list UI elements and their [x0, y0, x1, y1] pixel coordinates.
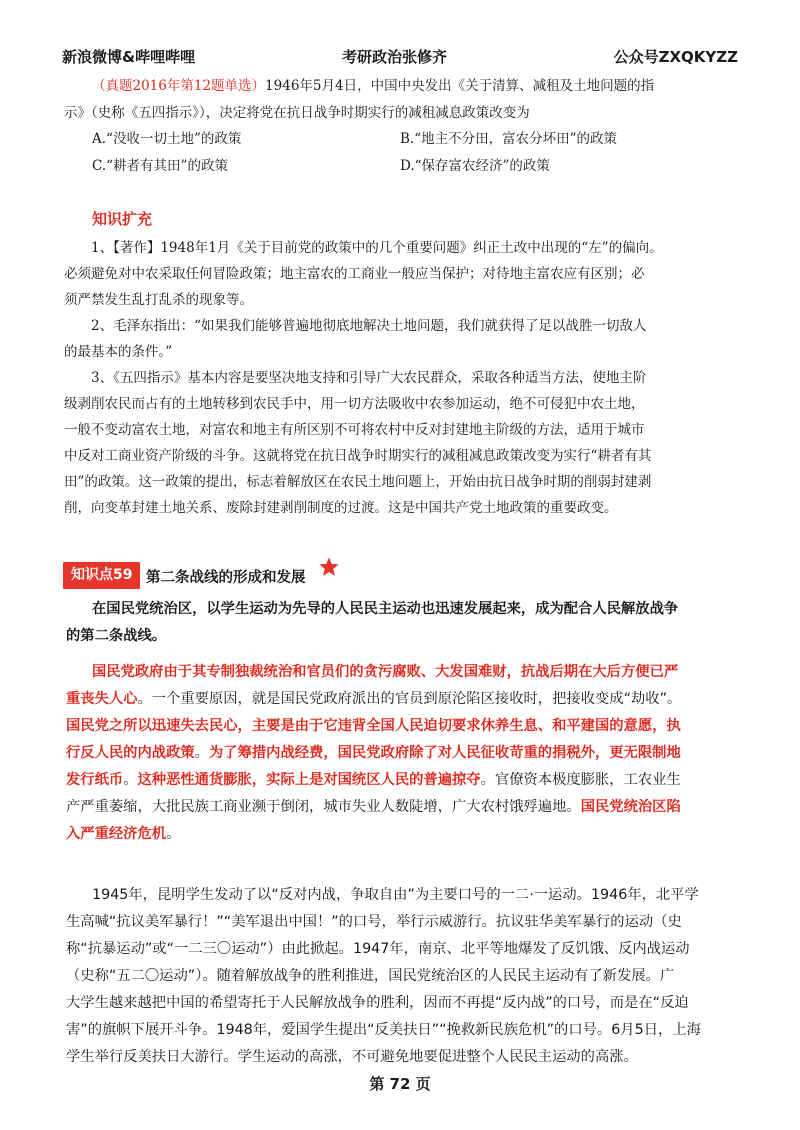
- star-icon: [318, 556, 340, 578]
- knowledge-line: 田”的政策。这一政策的提出，标志着解放区在农民土地问题上，开始由抗日战争时期的削弱封建剥: [64, 474, 652, 490]
- para3-line: 生高喊“抗议美军暴行！”“美军退出中国！”的口号，举行示威游行。抗议驻华美军暴行的运动（史: [66, 914, 682, 930]
- para2-red-span: 发行纸币: [66, 772, 124, 788]
- knowledge-line: 1、【著作】1948年1月《关于目前党的政策中的几个重要问题》纠正土改中出现的“左”的偏向。: [64, 240, 663, 256]
- question-tag: （真题2016年第12题单选）: [92, 78, 266, 94]
- knowledge-title: 知识扩充: [92, 210, 153, 228]
- para3-line: （史称“五二〇运动”）。随着解放战争的胜利推进，国民党统治区的人民民主运动有了新发展。广: [66, 968, 675, 984]
- para3-line: 害”的旗帜下展开斗争。1948年，爱国学生提出“反美扶日”“挽救新民族危机”的口号。6月5日，上海: [66, 1022, 701, 1038]
- para2-red-span: 重丧失人心: [66, 691, 138, 707]
- para2-line-3: 国民党之所以迅速失去民心，主要是由于它违背全国人民迫切要求休养生息、和平建国的意愿，执: [66, 718, 681, 734]
- header-right: 公众号ZXQKYZZ: [613, 48, 738, 66]
- option-c: C.“耕者有其田”的政策: [92, 158, 228, 174]
- para2-text-span: 。一个重要原因，就是国民党政府派出的官员到原沦陷区接收时，把接收变成“劫收”。: [137, 691, 682, 707]
- question-stem-1: 1946年5月4日，中国中央发出《关于清算、减租及土地问题的指: [265, 78, 655, 94]
- page-number: 第 72 页: [369, 1075, 431, 1093]
- question-stem-line-1: [92, 74, 654, 94]
- knowledge-line: 须严禁发生乱打乱杀的现象等。: [64, 292, 253, 308]
- para3-line: 称“抗暴运动”或“一二三〇运动”）由此掀起。1947年，南京、北平等地爆发了反饥饿、反内战运动: [66, 941, 690, 957]
- question-stem-2: 示》（史称《五四指示》），决定将党在抗日战争时期实行的减租减息政策改变为: [64, 105, 530, 121]
- knowledge-point-title: 第二条战线的形成和发展: [146, 570, 306, 586]
- para2-line-5: [66, 769, 681, 789]
- para2-line-4: [66, 742, 681, 762]
- para3-line: 1945年，昆明学生发动了以“反对内战，争取自由”为主要口号的一二·一运动。1946年，北平学: [92, 887, 699, 903]
- option-a: A.“没收一切土地”的政策: [92, 131, 242, 147]
- option-b: B.“地主不分田，富农分坏田”的政策: [400, 131, 618, 147]
- knowledge-line: 必须避免对中农采取任何冒险政策；地主富农的工商业一般应当保护；对待地主富农应有区别；必: [64, 266, 645, 282]
- para2-red-span: 国民党统治区陷: [580, 799, 681, 815]
- para3-line: 学生举行反美扶日大游行。学生运动的高涨，不可避免地要促进整个人民民主运动的高涨。: [66, 1049, 638, 1065]
- header-left: 新浪微博&哔哩哔哩: [62, 48, 196, 66]
- knowledge-line: 削，向变革封建土地关系、废除封建剥削制度的过渡。这是中国共产党土地政策的重要政变。: [64, 500, 618, 516]
- knowledge-point-badge: 知识点59: [63, 562, 140, 589]
- knowledge-line: 3、《五四指示》基本内容是要坚决地支持和引导广大农民群众，采取各种适当方法，使地主阶: [64, 370, 647, 386]
- intro-line: 的第二条战线。: [66, 628, 167, 644]
- para2-line-2: [66, 688, 681, 708]
- page-header: [62, 46, 738, 68]
- para2-red-span: 这种恶性通货膨胀，实际上是对国统区人民的普遍掠夺: [137, 772, 481, 788]
- para2-text-span: 。: [194, 745, 209, 761]
- para3-line: 大学生越来越把中国的希望寄托于人民解放战争的胜利，因而不再提“反内战”的口号，而是在“反迫: [66, 995, 689, 1011]
- knowledge-line: 中反对工商业资产阶级的斗争。这就将党在抗日战争时期实行的减租减息政策改变为实行“耕者有其: [64, 448, 652, 464]
- knowledge-line: 2、毛泽东指出：“如果我们能够普遍地彻底地解决土地问题，我们就获得了足以战胜一切敌人: [64, 318, 647, 334]
- para2-line-1: 国民党政府由于其专制独裁统治和官员们的贪污腐败、大发国难财，抗战后期在大后方便已严: [92, 664, 679, 680]
- intro-line: 在国民党统治区，以学生运动为先导的人民民主运动也迅速发展起来，成为配合人民解放战争: [92, 601, 679, 617]
- para2-red-span: 入严重经济危机: [66, 826, 167, 842]
- para2-text-span: 产严重萎缩，大批民族工商业濒于倒闭，城市失业人数陡增，广大农村饿殍遍地。: [66, 799, 581, 815]
- para2-red-span: 行反人民的内战政策: [66, 745, 195, 761]
- knowledge-line: 一般不变动富农土地，对富农和地主有所区别不可将农村中反对封建地主阶级的方法，适用于城市: [64, 422, 645, 438]
- para2-text-span: 。: [166, 826, 181, 842]
- para2-text-span: 。官僚资本极度膨胀，工农业生: [480, 772, 681, 788]
- para2-text-span: 。: [123, 772, 138, 788]
- option-d: D.“保存富农经济”的政策: [400, 158, 550, 174]
- knowledge-line: 级剥削农民而占有的土地转移到农民手中，用一切方法吸收中农参加运动，绝不可侵犯中农土地，: [64, 396, 645, 412]
- header-center: 考研政治张修齐: [342, 48, 448, 66]
- para2-line-6: [66, 796, 681, 816]
- para2-line-7: [66, 823, 180, 843]
- knowledge-line: 的最基本的条件。”: [64, 344, 173, 360]
- para2-red-span: 为了筹措内战经费，国民党政府除了对人民征收苛重的捐税外，更无限制地: [208, 745, 681, 761]
